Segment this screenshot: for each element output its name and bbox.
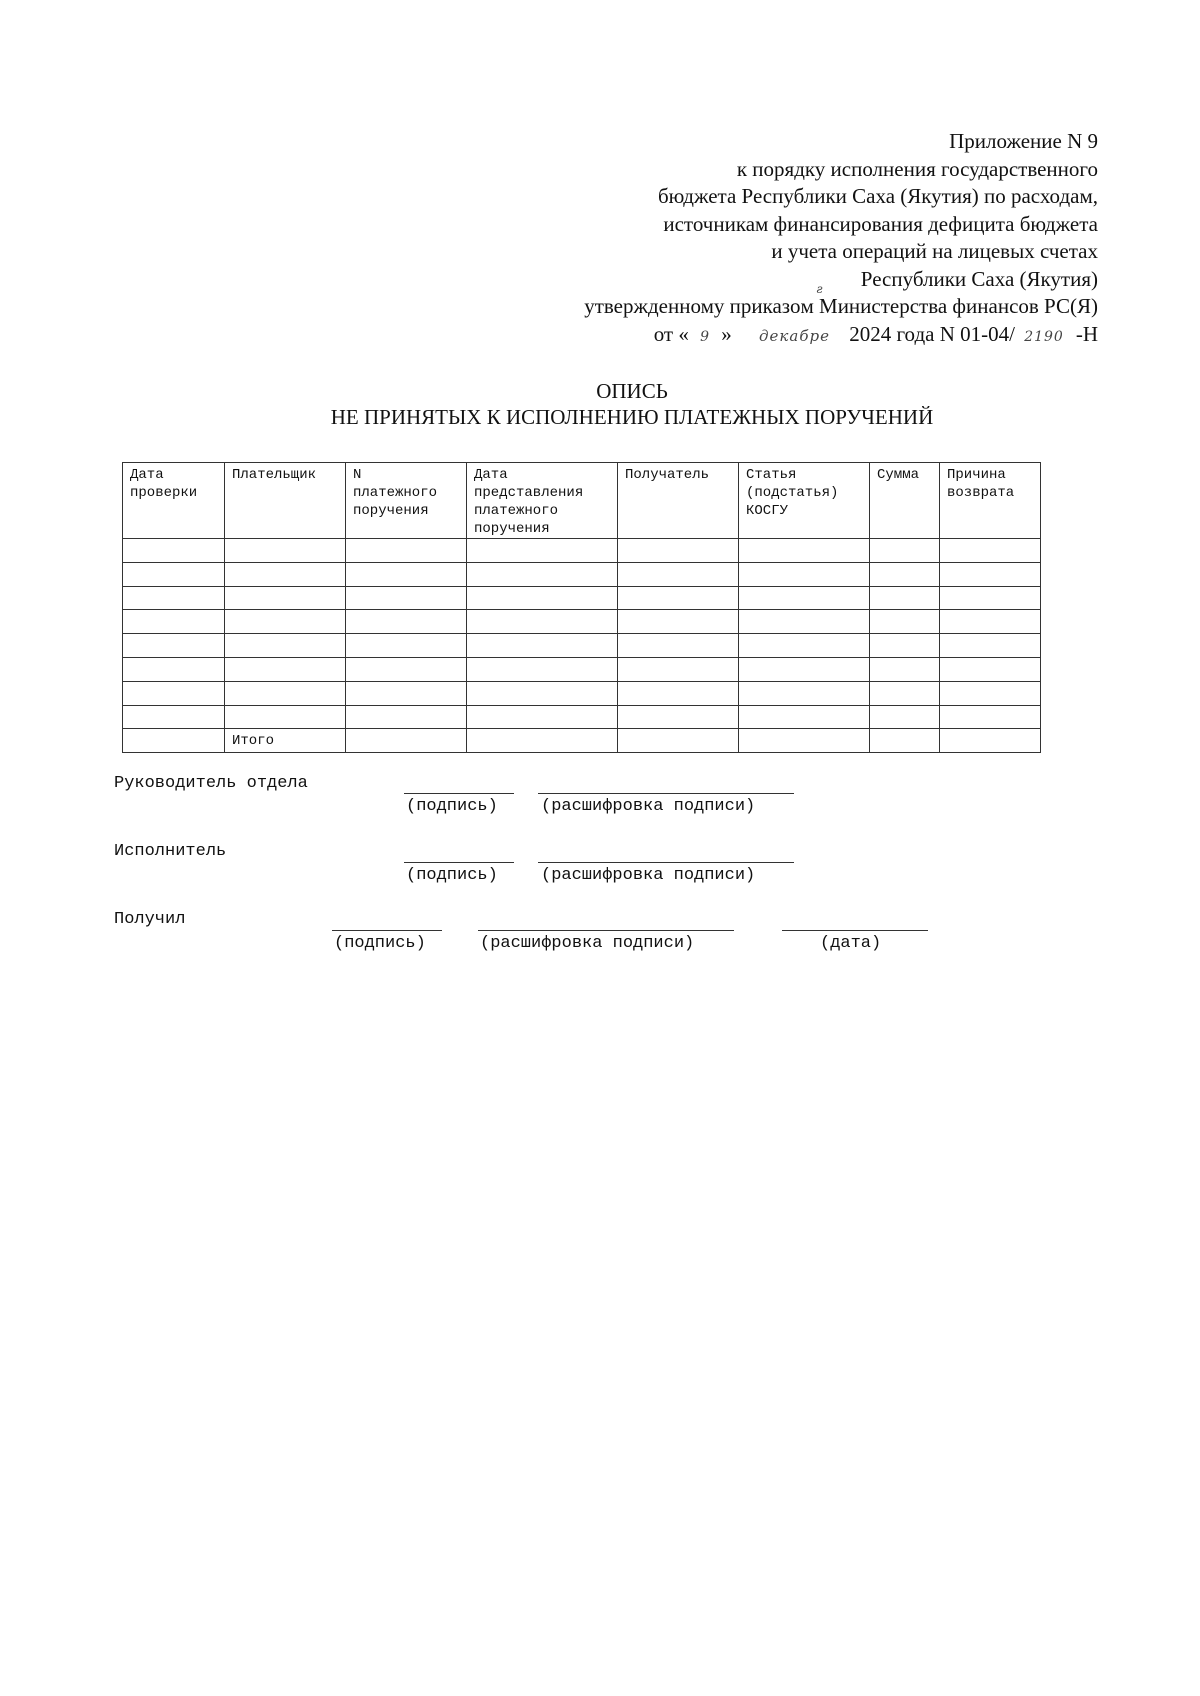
- column-header-check-date: [123, 463, 225, 539]
- received-decode-line: [478, 930, 734, 931]
- table-cell: [739, 681, 870, 705]
- table-cell: [940, 657, 1041, 681]
- table-cell: [123, 539, 225, 563]
- table-cell: [225, 586, 346, 610]
- table-cell: [870, 705, 940, 729]
- table-cell: [123, 681, 225, 705]
- table-cell: [870, 610, 940, 634]
- header-text: Статья: [746, 467, 797, 483]
- handwritten-day: 9: [700, 328, 711, 345]
- table-cell: [870, 657, 940, 681]
- header-text: Получатель: [625, 467, 710, 483]
- received-signature-line: [332, 930, 442, 931]
- table-cell: [467, 729, 618, 753]
- head-decode-caption: (расшифровка подписи): [541, 797, 756, 816]
- received-date-line: [782, 930, 928, 931]
- table-cell: [870, 729, 940, 753]
- executor-decode-line: [538, 862, 794, 863]
- inventory-table: [122, 462, 1041, 753]
- header-text: Причина: [947, 467, 1006, 483]
- table-cell: [123, 657, 225, 681]
- title-line-1: ОПИСЬ: [596, 379, 668, 403]
- table-cell: [346, 657, 467, 681]
- table-cell: [346, 729, 467, 753]
- table-cell: [739, 729, 870, 753]
- table-cell: [739, 539, 870, 563]
- appendix-date-line: [584, 321, 1098, 352]
- table-cell: [225, 539, 346, 563]
- head-of-department-label: Руководитель отдела: [114, 774, 308, 793]
- table-cell: [346, 539, 467, 563]
- table-cell: [346, 562, 467, 586]
- executor-decode-caption: (расшифровка подписи): [541, 866, 756, 885]
- table-cell: [225, 634, 346, 658]
- table-cell: [618, 562, 739, 586]
- table-row: [123, 539, 1041, 563]
- table-cell: [346, 705, 467, 729]
- handwritten-month: декабре: [759, 326, 830, 345]
- header-text: поручения: [474, 521, 550, 537]
- executor-signature-caption: (подпись): [406, 866, 498, 885]
- table-row: [123, 657, 1041, 681]
- table-cell: [467, 681, 618, 705]
- table-row: [123, 634, 1041, 658]
- table-cell: [618, 729, 739, 753]
- table-cell: [739, 634, 870, 658]
- table-cell: [225, 610, 346, 634]
- table-cell: [123, 586, 225, 610]
- table-cell: [123, 729, 225, 753]
- head-signature-line: [404, 793, 514, 794]
- table-cell: [346, 634, 467, 658]
- approval-text: утвержденному приказо: [584, 294, 801, 318]
- table-cell: [618, 681, 739, 705]
- date-close: »: [721, 321, 732, 346]
- received-decode-caption: (расшифровка подписи): [480, 934, 695, 953]
- received-signature-caption: (подпись): [334, 934, 426, 953]
- table-cell: [225, 562, 346, 586]
- table-cell: [123, 610, 225, 634]
- header-text: N: [353, 467, 362, 483]
- table-cell: [467, 634, 618, 658]
- table-cell: [467, 657, 618, 681]
- approval-letter: [800, 282, 823, 321]
- table-cell: [467, 610, 618, 634]
- table-cell: [467, 562, 618, 586]
- table-cell: [870, 681, 940, 705]
- header-text: КОСГУ: [746, 503, 789, 519]
- column-header-recipient: [618, 463, 739, 539]
- date-prefix: от «: [653, 321, 689, 346]
- table-header-row: [123, 463, 1041, 539]
- table-cell: [940, 610, 1041, 634]
- table-cell: [225, 657, 346, 681]
- column-header-payer: [225, 463, 346, 539]
- document-title: [0, 378, 1200, 430]
- table-cell: [739, 657, 870, 681]
- table-cell: [870, 634, 940, 658]
- appendix-number: Приложение N 9: [949, 129, 1098, 153]
- table-cell: [346, 610, 467, 634]
- head-decode-line: [538, 793, 794, 794]
- header-text: возврата: [947, 485, 1015, 501]
- header-text: Плательщик: [232, 467, 317, 483]
- column-header-order-number: [346, 463, 467, 539]
- header-text: (подстатья): [746, 485, 839, 501]
- header-text: Дата: [130, 467, 164, 483]
- received-date-caption: (дата): [820, 934, 882, 953]
- column-header-return-reason: [940, 463, 1041, 539]
- header-text: представления: [474, 485, 584, 501]
- table-cell: [940, 562, 1041, 586]
- appendix-header: [584, 128, 1098, 351]
- table-cell: [739, 562, 870, 586]
- table-total-row: [123, 729, 1041, 753]
- table-cell: [225, 705, 346, 729]
- approval-text-end: Министерства финансов РС(Я): [813, 294, 1098, 318]
- table-cell: [346, 586, 467, 610]
- appendix-line: и учета операций на лицевых счетах: [771, 239, 1098, 263]
- table-cell: [739, 610, 870, 634]
- table-cell: [618, 657, 739, 681]
- order-suffix: -Н: [1075, 321, 1098, 346]
- approval-letter-text: м: [800, 294, 814, 318]
- appendix-line: к порядку исполнения государственного: [736, 156, 1098, 181]
- table-cell: [225, 681, 346, 705]
- total-label: Итого: [225, 729, 346, 753]
- received-label: Получил: [114, 910, 186, 929]
- appendix-approval-line: [584, 282, 1098, 321]
- table-cell: [870, 586, 940, 610]
- appendix-line: Республики Саха (Якутия): [860, 266, 1098, 291]
- table-cell: [940, 729, 1041, 753]
- table-cell: [739, 705, 870, 729]
- table-cell: [739, 586, 870, 610]
- table-cell: [870, 539, 940, 563]
- table-cell: [618, 705, 739, 729]
- table-row: [123, 586, 1041, 610]
- header-text: Сумма: [877, 467, 920, 483]
- appendix-line: источникам финансирования дефицита бюджета: [663, 211, 1098, 236]
- table-row: [123, 705, 1041, 729]
- table-cell: [940, 705, 1041, 729]
- title-line-2: НЕ ПРИНЯТЫХ К ИСПОЛНЕНИЮ ПЛАТЕЖНЫХ ПОРУЧЕНИЙ: [330, 405, 934, 429]
- table-cell: [123, 562, 225, 586]
- header-text: поручения: [353, 503, 429, 519]
- appendix-line: бюджета Республики Саха (Якутия) по расходам,: [658, 184, 1098, 208]
- header-text: Дата: [474, 467, 508, 483]
- table-cell: [467, 539, 618, 563]
- date-year: 2024 года N 01-04/: [849, 321, 1015, 346]
- executor-signature-line: [404, 862, 514, 863]
- header-text: проверки: [130, 485, 198, 501]
- table-cell: [123, 634, 225, 658]
- table-cell: [618, 634, 739, 658]
- table-cell: [870, 562, 940, 586]
- header-text: платежного: [353, 485, 438, 501]
- table-cell: [467, 705, 618, 729]
- table-row: [123, 562, 1041, 586]
- table-cell: [123, 705, 225, 729]
- header-text: платежного: [474, 503, 559, 519]
- column-header-submission-date: [467, 463, 618, 539]
- table-cell: [467, 586, 618, 610]
- table-cell: [940, 586, 1041, 610]
- executor-label: Исполнитель: [114, 842, 227, 861]
- handwritten-correction-mark: ƨ: [816, 282, 823, 296]
- handwritten-order-number: 2190: [1024, 328, 1064, 345]
- table-cell: [940, 681, 1041, 705]
- head-signature-caption: (подпись): [406, 797, 498, 816]
- table-cell: [618, 610, 739, 634]
- table-cell: [618, 539, 739, 563]
- table-cell: [618, 586, 739, 610]
- table-row: [123, 610, 1041, 634]
- column-header-kosgu: [739, 463, 870, 539]
- table-cell: [940, 634, 1041, 658]
- column-header-amount: [870, 463, 940, 539]
- table-row: [123, 681, 1041, 705]
- table-cell: [940, 539, 1041, 563]
- table-cell: [346, 681, 467, 705]
